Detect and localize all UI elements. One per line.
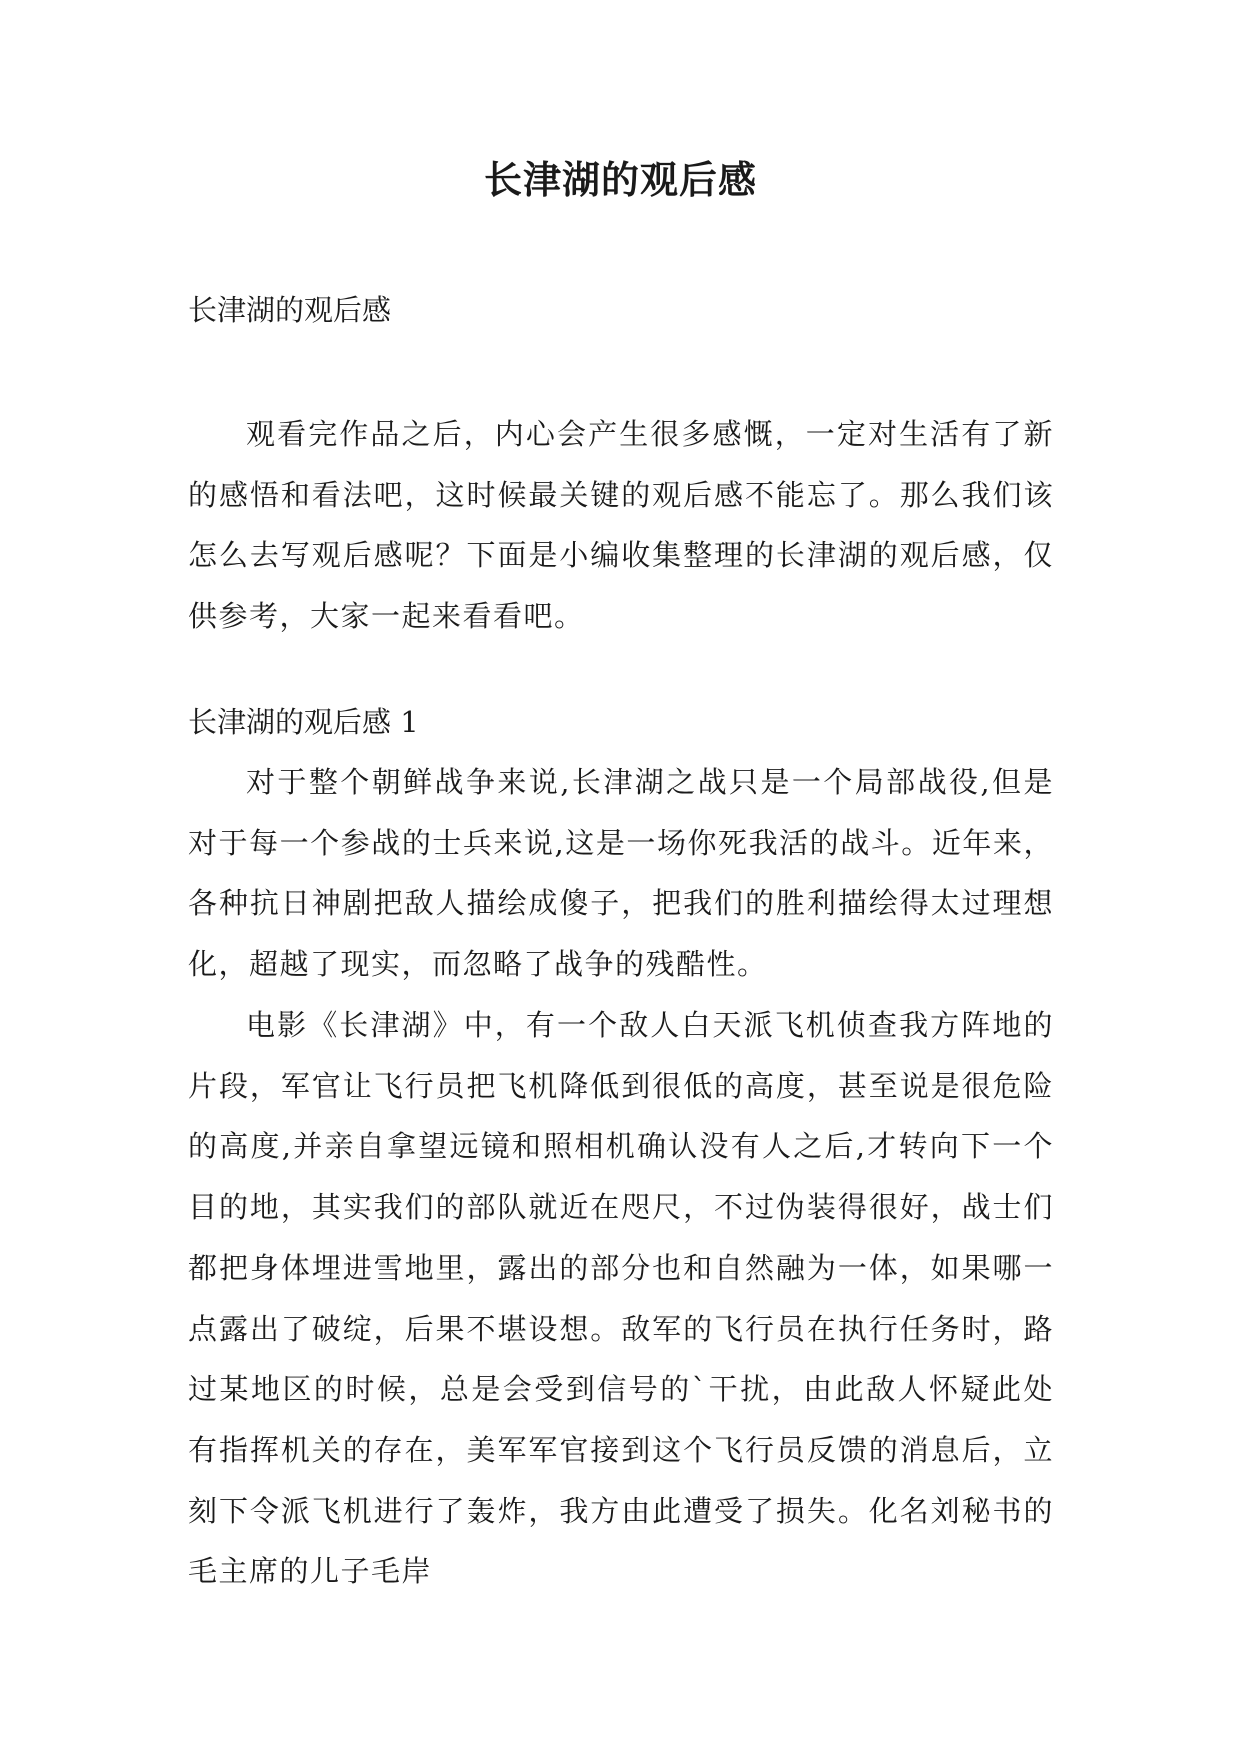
section-heading: 长津湖的观后感 1	[188, 705, 419, 739]
document-title: 长津湖的观后感	[483, 157, 757, 202]
body-paragraph-2: 电影《长津湖》中，有一个敌人白天派飞机侦查我方阵地的片段，军官让飞行员把飞机降低到很低的高度，甚至说是很危险的高度,并亲自拿望远镜和照相机确认没有人之后,才转向下一个目的地，其实我们的部队就近在咫尺，不过伪装得很好，战士们都把身体埋进雪地里，露出的部分也和自然融为一体，如果哪一点露出了破绽，后果不堪设想。敌军的飞行员在执行任务时，路过某地区的时候，总是会受到信号的`干扰，由此敌人怀疑此处有指挥机关的存在，美军军官接到这个飞行员反馈的消息后，立刻下令派飞机进行了轰炸，我方由此遭受了损失。化名刘秘书的毛主席的儿子毛岸	[188, 1008, 1054, 1589]
body-paragraph-1: 对于整个朝鲜战争来说,长津湖之战只是一个局部战役,但是对于每一个参战的士兵来说,这是一场你死我活的战斗。近年来，各种抗日神剧把敌人描绘成傻子，把我们的胜利描绘得太过理想化，超越了现实，而忽略了战争的残酷性。	[188, 765, 1054, 982]
document-subtitle: 长津湖的观后感	[188, 293, 392, 327]
intro-paragraph: 观看完作品之后，内心会产生很多感慨，一定对生活有了新的感悟和看法吧，这时候最关键的观后感不能忘了。那么我们该怎么去写观后感呢？下面是小编收集整理的长津湖的观后感，仅供参考，大家一起来看看吧。	[188, 417, 1054, 634]
